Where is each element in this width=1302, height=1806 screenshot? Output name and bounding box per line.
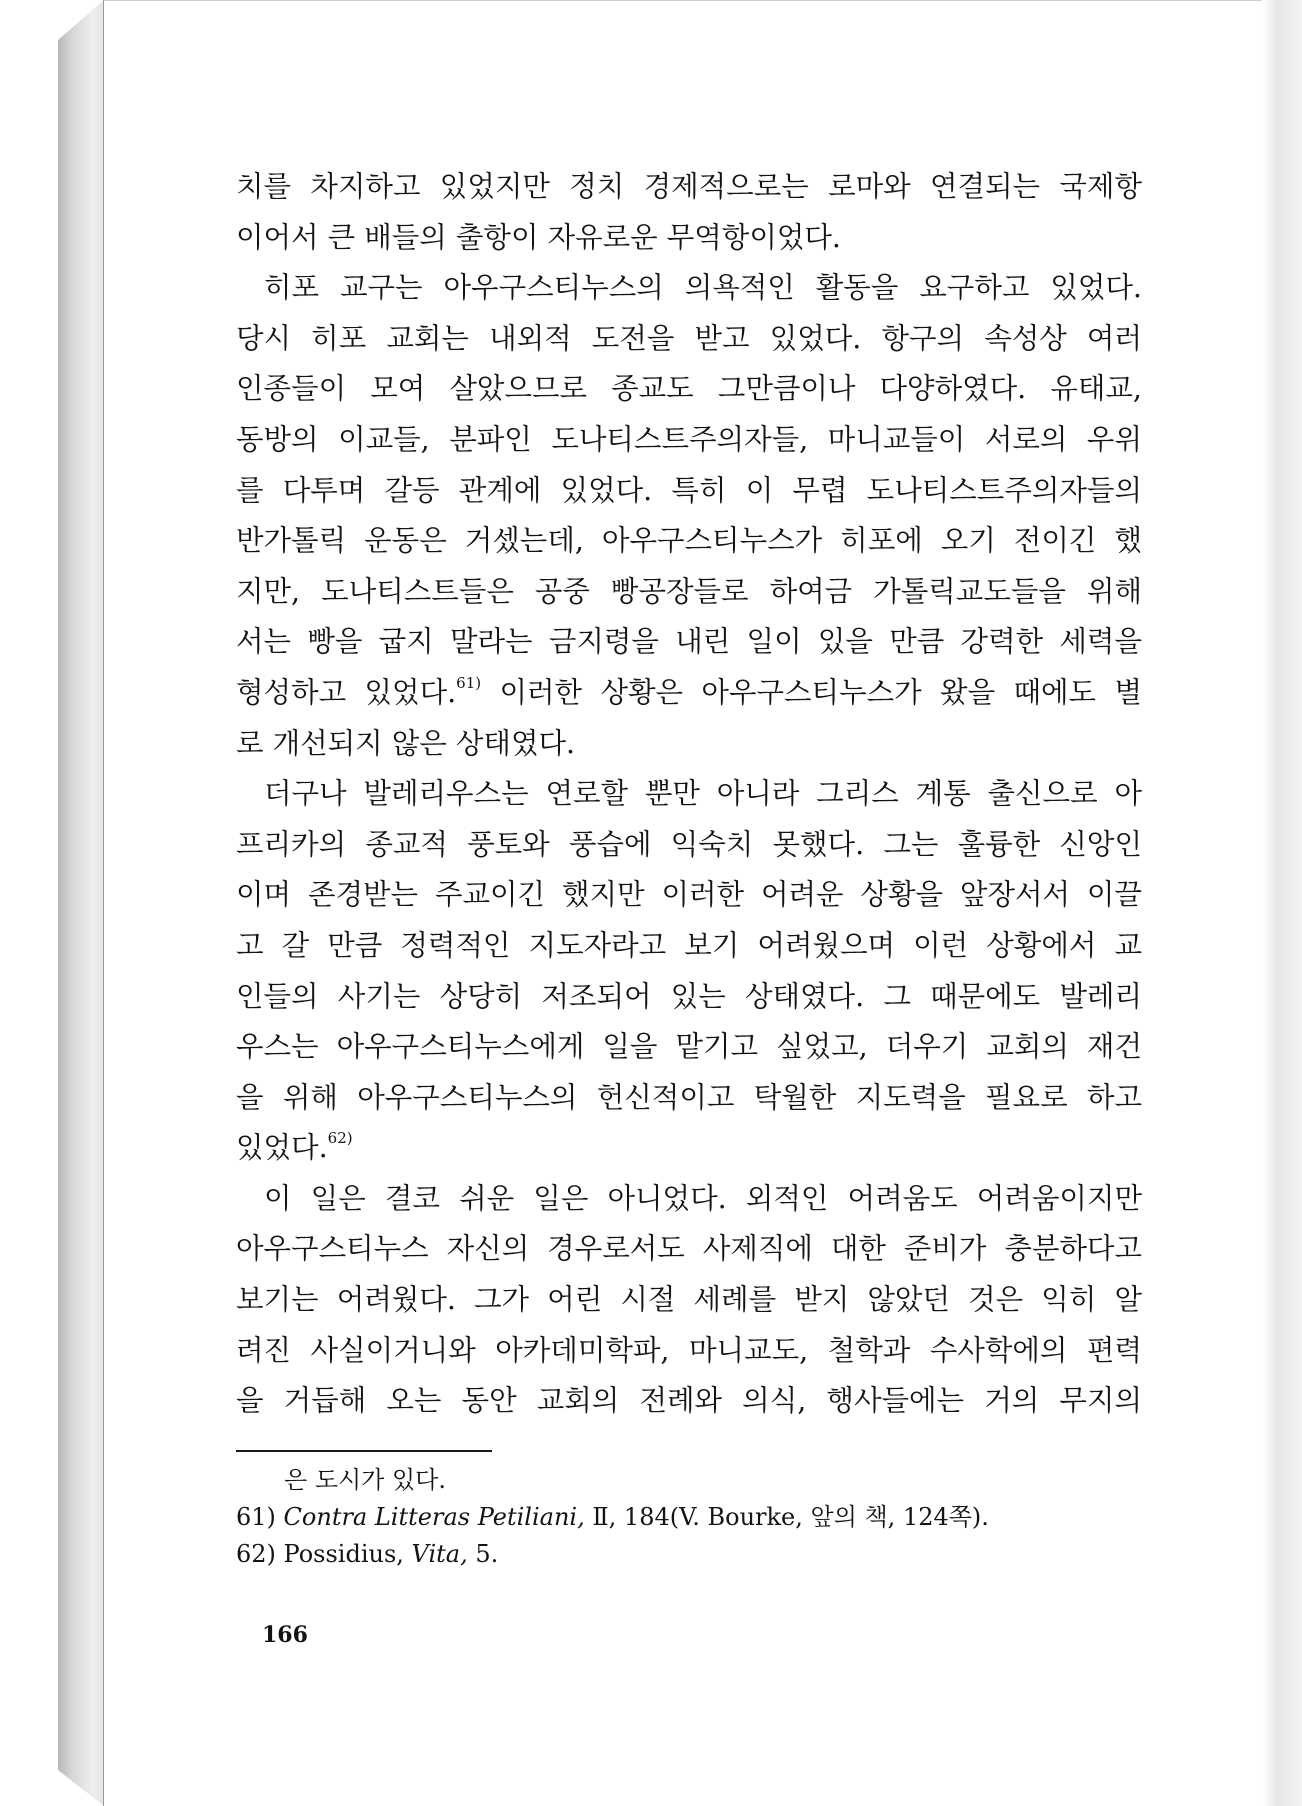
- text-line: 당시 히포 교회는 내외적 도전을 받고 있었다. 항구의 속성상 여러: [236, 321, 1142, 355]
- text-line: 우스는 아우구스티누스에게 일을 맡기고 싶었고, 더우기 교회의 재건: [236, 1030, 1142, 1064]
- text-line: 서는 빵을 굽지 말라는 금지령을 내린 일이 있을 만큼 강력한 세력을: [236, 625, 1142, 659]
- text-line: 보기는 어려웠다. 그가 어린 시절 세례를 받지 않았던 것은 익히 알: [236, 1283, 1142, 1317]
- text-line: 히포 교구는 아우구스티누스의 의욕적인 활동을 요구하고 있었다.: [264, 271, 1142, 305]
- book-spine: [58, 0, 104, 1806]
- text-line-with-footnote: [236, 1123, 1142, 1174]
- text-line-with-footnote: [236, 668, 1142, 719]
- footnote-ref-62: 62): [327, 1129, 353, 1148]
- footnote-text: 5.: [467, 1540, 499, 1568]
- footnote-continuation: 은 도시가 있다.: [284, 1466, 446, 1494]
- footnote-62: [236, 1536, 1136, 1573]
- text-line: 지만, 도나티스트들은 공중 빵공장들로 하여금 가톨릭교도들을 위해: [236, 574, 1142, 608]
- text-line: 이어서 큰 배들의 출항이 자유로운 무역항이었다.: [236, 220, 841, 254]
- footnote-author: Possidius,: [275, 1540, 412, 1568]
- footnote-number: 62): [236, 1540, 276, 1568]
- text-line: 더구나 발레리우스는 연로할 뿐만 아니라 그리스 계통 출신으로 아: [264, 777, 1142, 811]
- text-line: 반가톨릭 운동은 거셌는데, 아우구스티누스가 히포에 오기 전이긴 했: [236, 524, 1142, 558]
- footnote-61: [236, 1499, 1136, 1536]
- text-segment: 있었다.: [236, 1131, 328, 1165]
- text-line: 아우구스티누스 자신의 경우로서도 사제직에 대한 준비가 충분하다고: [236, 1232, 1142, 1266]
- text-line: 치를 차지하고 있었지만 정치 경제적으로는 로마와 연결되는 국제항: [236, 170, 1142, 203]
- text-line: 려진 사실이거니와 아카데미학파, 마니교도, 철학과 수사학에의 편력: [236, 1333, 1142, 1367]
- text-line: 를 다투며 갈등 관계에 있었다. 특히 이 무렵 도나티스트주의자들의: [236, 473, 1142, 507]
- text-line: 동방의 이교들, 분파인 도나티스트주의자들, 마니교들이 서로의 우위: [236, 422, 1142, 456]
- text-line: 프리카의 종교적 풍토와 풍습에 익숙치 못했다. 그는 훌륭한 신앙인: [236, 827, 1142, 861]
- text-line: 인들의 사기는 상당히 저조되어 있는 상태였다. 그 때문에도 발레리: [236, 979, 1142, 1013]
- text-segment: 이러한 상황은 아우구스티누스가 왔을 때에도 별: [481, 675, 1142, 709]
- text-line: 로 개선되지 않은 상태였다.: [236, 726, 576, 760]
- footnote-title: Vita,: [411, 1540, 468, 1568]
- footnote-title: Contra Litteras Petiliani,: [283, 1503, 585, 1531]
- text-line: 인종들이 모여 살았으므로 종교도 그만큼이나 다양하였다. 유태교,: [236, 372, 1142, 406]
- page-number: 166: [262, 1622, 308, 1648]
- footnote-divider: [236, 1450, 492, 1452]
- text-line: 고 갈 만큼 정력적인 지도자라고 보기 어려웠으며 이런 상황에서 교: [236, 928, 1142, 962]
- text-line: 을 위해 아우구스티누스의 헌신적이고 탁월한 지도력을 필요로 하고: [236, 1080, 1142, 1114]
- footnotes: [236, 1462, 1136, 1573]
- footnote-ref-61: 61): [456, 673, 482, 692]
- text-segment: 형성하고 있었다.: [236, 675, 457, 709]
- text-line: 이 일은 결코 쉬운 일은 아니었다. 외적인 어려움도 어려움이지만: [264, 1181, 1142, 1215]
- footnote-text: Ⅱ, 184(V. Bourke, 앞의 책, 124쪽).: [584, 1503, 989, 1531]
- page-stack-shade: [1262, 0, 1302, 1806]
- text-line: 이며 존경받는 주교이긴 했지만 이러한 어려운 상황을 앞장서서 이끌: [236, 878, 1142, 912]
- footnote-number: 61): [236, 1503, 276, 1531]
- body-text: [236, 162, 1142, 1427]
- text-line: 을 거듭해 오는 동안 교회의 전례와 의식, 행사들에는 거의 무지의: [236, 1384, 1142, 1418]
